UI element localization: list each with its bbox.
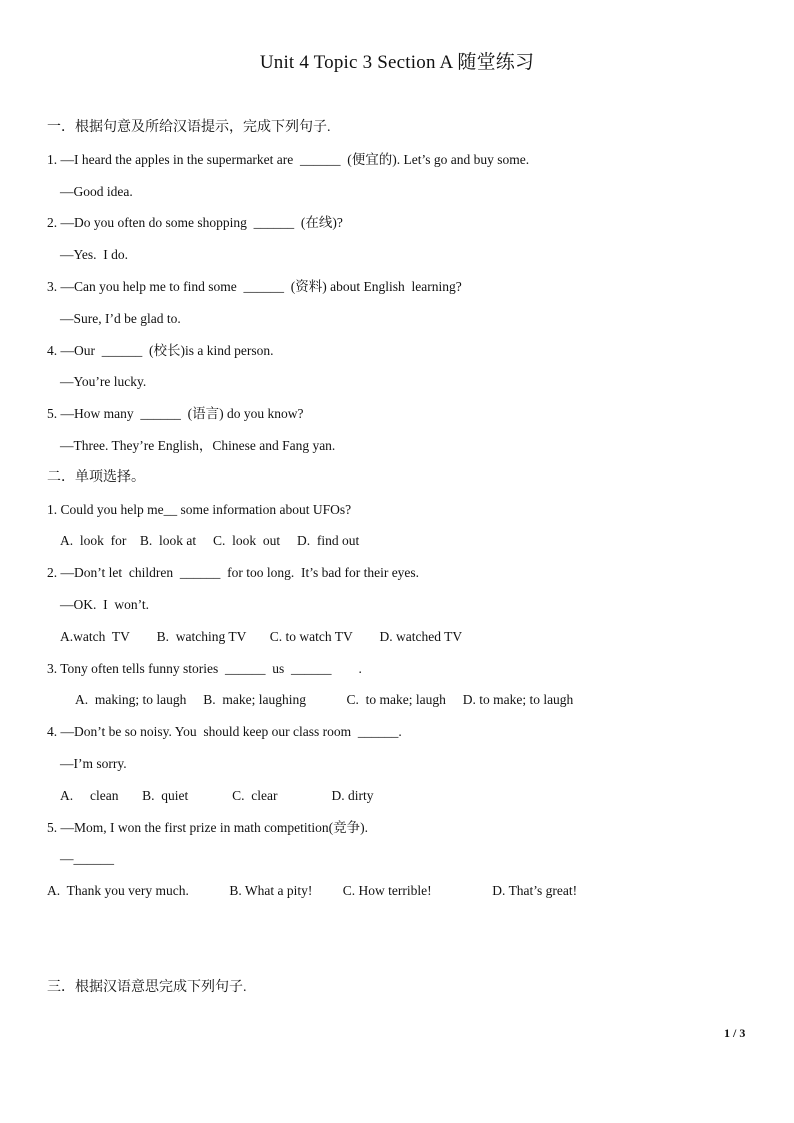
s1-q3-answer: —Sure, I’d be glad to. <box>60 311 181 326</box>
page-number: 1 / 3 <box>724 1026 746 1040</box>
s2-q2-answer: —OK. I won’t. <box>60 597 149 612</box>
s2-q5: 5. —Mom, I won the first prize in math competition(竞争). <box>47 820 368 835</box>
s1-q4: 4. —Our ______ (校长)is a kind person. <box>47 343 274 358</box>
s1-q4-answer: —You’re lucky. <box>60 374 147 389</box>
s1-q5-answer: —Three. They’re English，Chinese and Fang yan. <box>60 438 336 453</box>
s2-q3-options: A. making; to laugh B. make; laughing C. to make; laugh D. to make; to laugh <box>75 692 574 707</box>
section-1-heading: 一．根据句意及所给汉语提示，完成下列句子. <box>47 120 331 135</box>
s1-q1-answer: —Good idea. <box>60 184 133 199</box>
s1-q5: 5. —How many ______ (语言) do you know? <box>47 406 304 421</box>
s1-q3: 3. —Can you help me to find some ______ (资料) about English learning? <box>47 279 462 294</box>
s2-q2-options: A.watch TV B. watching TV C. to watch TV D. watched TV <box>60 629 463 644</box>
section-2-heading: 二．单项选择。 <box>47 470 145 485</box>
s1-q2-answer: —Yes. I do. <box>60 247 129 262</box>
s2-q4-answer: —I’m sorry. <box>60 756 127 771</box>
s2-q1: 1. Could you help me__ some information about UFOs? <box>47 502 352 517</box>
s2-q4: 4. —Don’t be so noisy. You should keep our class room ______. <box>47 724 402 739</box>
s2-q5-options: A. Thank you very much. B. What a pity! C. How terrible! D. That’s great! <box>47 883 578 898</box>
s1-q2: 2. —Do you often do some shopping ______ (在线)? <box>47 215 343 230</box>
s2-q2: 2. —Don’t let children ______ for too long. It’s bad for their eyes. <box>47 565 420 580</box>
s2-q4-options: A. clean B. quiet C. clear D. dirty <box>60 788 374 803</box>
s2-q1-options: A. look for B. look at C. look out D. find out <box>60 533 360 548</box>
section-3-heading: 三．根据汉语意思完成下列句子. <box>47 980 247 995</box>
s1-q1: 1. —I heard the apples in the supermarket are ______ (便宜的). Let’s go and buy some. <box>47 152 530 167</box>
s2-q5-answer: —______ <box>60 851 114 866</box>
document-title: Unit 4 Topic 3 Section A 随堂练习 <box>259 52 535 73</box>
s2-q3: 3. Tony often tells funny stories ______ us ______ . <box>47 661 362 676</box>
